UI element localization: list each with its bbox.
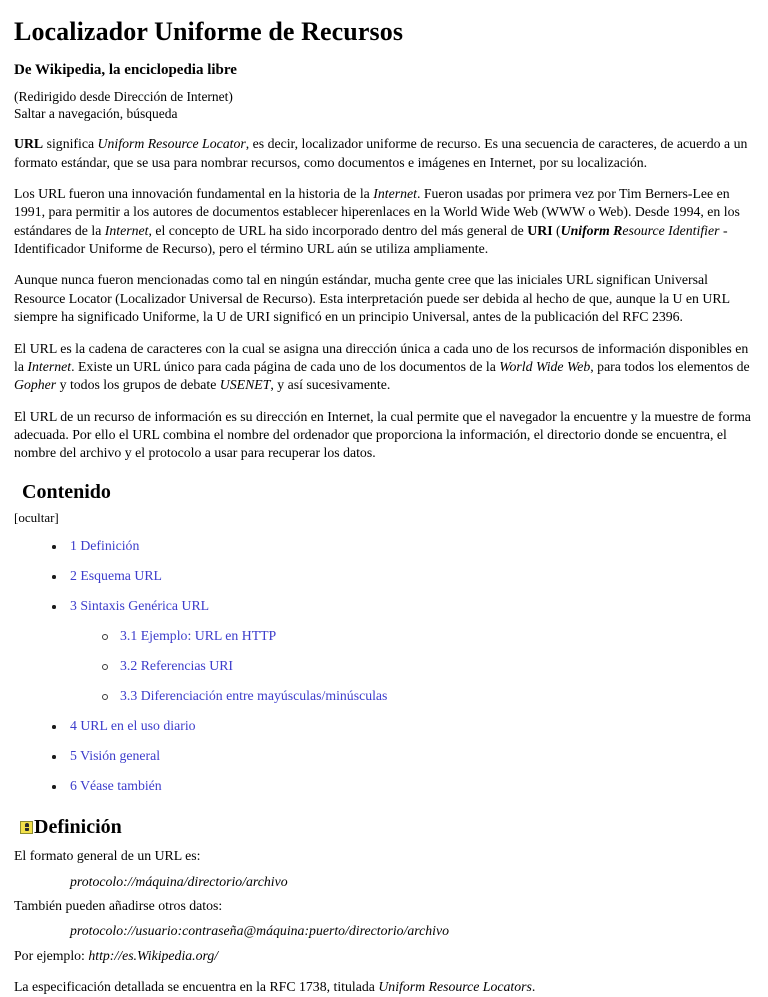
paragraph-definition-chain [14,340,754,395]
paragraph-intro [14,135,754,172]
term-url-bold: URL [14,136,44,152]
redirect-note: (Redirigido desde Dirección de Internet) [14,88,233,104]
list-item[interactable] [14,531,754,561]
paragraph-universal-misconception: Aunque nunca fueron mencionadas como tal en ningún estándar, mucha gente cree que las iniciales URL significan Universal Resource Locator (Localizador Universal de Recurso). Esta interpretación puede ser debida al hecho de que, aunque la U en URL siempre ha significado Uniforme, la U de URI significó en un principio Universal, antes de la publicación del RFC 2396. [14,272,730,325]
definition-more-data-label: También pueden añadirse otros datos: [14,898,223,914]
toc-link-url-uso-diario[interactable]: 4 URL en el uso diario [70,718,196,734]
term-uniform-r: Uniform R [560,222,623,238]
term-uniform-resource-locator: Uniform Resource Locator [97,136,246,152]
text-run: Por ejemplo: [14,948,89,964]
site-subtitle: De Wikipedia, la enciclopedia libre [14,61,237,78]
definition-intro: El formato general de un URL es: [14,848,201,864]
term-gopher: Gopher [14,377,57,393]
definicion-heading [20,815,754,839]
text-run: y todos los grupos de debate [56,377,220,393]
list-item[interactable] [14,621,754,651]
definicion-heading-label: Definición [34,816,122,839]
jump-to-nav-note: Saltar a navegación, búsqueda [14,106,178,122]
definition-example [14,947,754,965]
text-run: . Fueron usadas por primera vez por Tim Berners-Lee en 1991, para permitir a los autores de documentos establecer hiperenlaces en la World Wide Web (WWW o Web). Desde 1994, en los estándares de la [14,186,740,238]
toc-link-definicion[interactable]: 1 Definición [70,538,140,554]
list-item[interactable] [14,771,754,801]
toc-link-diferenciacion-mayusculas[interactable]: 3.3 Diferenciación entre mayúsculas/minúsculas [120,688,388,704]
text-run: , es decir, localizador uniforme de recurso. Es una secuencia de caracteres, de acuerdo a un formato estándar, que se usa para nombrar recursos, como documentos e imágenes en Internet, por su localización. [14,136,748,170]
definition-spec-note [14,978,754,996]
url-format-basic: protocolo://máquina/directorio/archivo [70,873,288,889]
toc-heading: Contenido [22,480,111,503]
text-run: - Identificador Uniforme de Recurso), pero el término URL aún se utiliza ampliamente. [14,222,728,257]
term-internet: Internet [373,186,417,202]
toc-link-referencias-uri[interactable]: 3.2 Referencias URI [120,658,234,674]
text-run: , y así sucesivamente. [270,377,391,393]
toc-link-esquema-url[interactable]: 2 Esquema URL [70,568,162,584]
list-item[interactable] [14,741,754,771]
toc-link-vease-tambien[interactable]: 6 Véase también [70,778,162,794]
paragraph-browser-usage: El URL de un recurso de información es su dirección en Internet, la cual permite que el navegador la encuentre y la muestre de forma adecuada. Por ello el URL combina el nombre del ordenador que proporciona la información, el directorio donde se encuentra, el nombre del archivo y el protocolo a usar para recuperar los datos. [14,408,751,461]
text-run: . Existe un URL único para cada página de cada uno de los documentos de la [71,358,500,374]
text-run: ( [552,222,561,238]
text-run: , el concepto de URL ha sido incorporado dentro del más general de [148,222,528,238]
text-run: La especificación detallada se encuentra en la RFC 1738, titulada [14,979,379,995]
list-item[interactable] [14,651,754,681]
example-url-value: http://es.Wikipedia.org/ [88,948,219,964]
toc-link-vision-general[interactable]: 5 Visión general [70,748,161,764]
term-internet: Internet [27,358,72,374]
spec-title-italic: Uniform Resource Locators [378,979,532,995]
toc-list [14,531,754,621]
toc-link-sintaxis-generica-url[interactable]: 3 Sintaxis Genérica URL [70,598,210,614]
toc-hide-toggle[interactable]: [ocultar] [14,509,59,525]
list-item[interactable] [14,591,754,621]
term-uri-bold: URI [527,222,553,238]
list-item[interactable] [14,561,754,591]
page-title: Localizador Uniforme de Recursos [14,17,404,46]
text-run: Los URL fueron una innovación fundamental en la historia de la [14,186,374,202]
url-format-full: protocolo://usuario:contraseña@máquina:puerto/directorio/archivo [70,923,450,939]
article-meta [14,88,754,123]
toc-list-continued [14,711,754,801]
term-esource-identifier: esource Identifier [622,222,720,238]
term-internet: Internet [104,222,149,238]
text-run: El URL es la cadena de caracteres con la cual se asigna una dirección única a cada uno de los recursos de información disponibles en la [14,340,749,374]
toc-link-ejemplo-url-http[interactable]: 3.1 Ejemplo: URL en HTTP [120,628,277,644]
toc-sublist [14,621,754,711]
text-run: significa [43,136,98,152]
list-item[interactable] [14,681,754,711]
term-usenet: USENET [219,377,271,393]
text-run: , para todos los elementos de [590,358,750,374]
paragraph-history [14,185,754,258]
term-world-wide-web: World Wide Web [499,358,591,374]
broken-image-icon [20,821,33,834]
list-item[interactable] [14,711,754,741]
text-run: . [531,979,536,995]
